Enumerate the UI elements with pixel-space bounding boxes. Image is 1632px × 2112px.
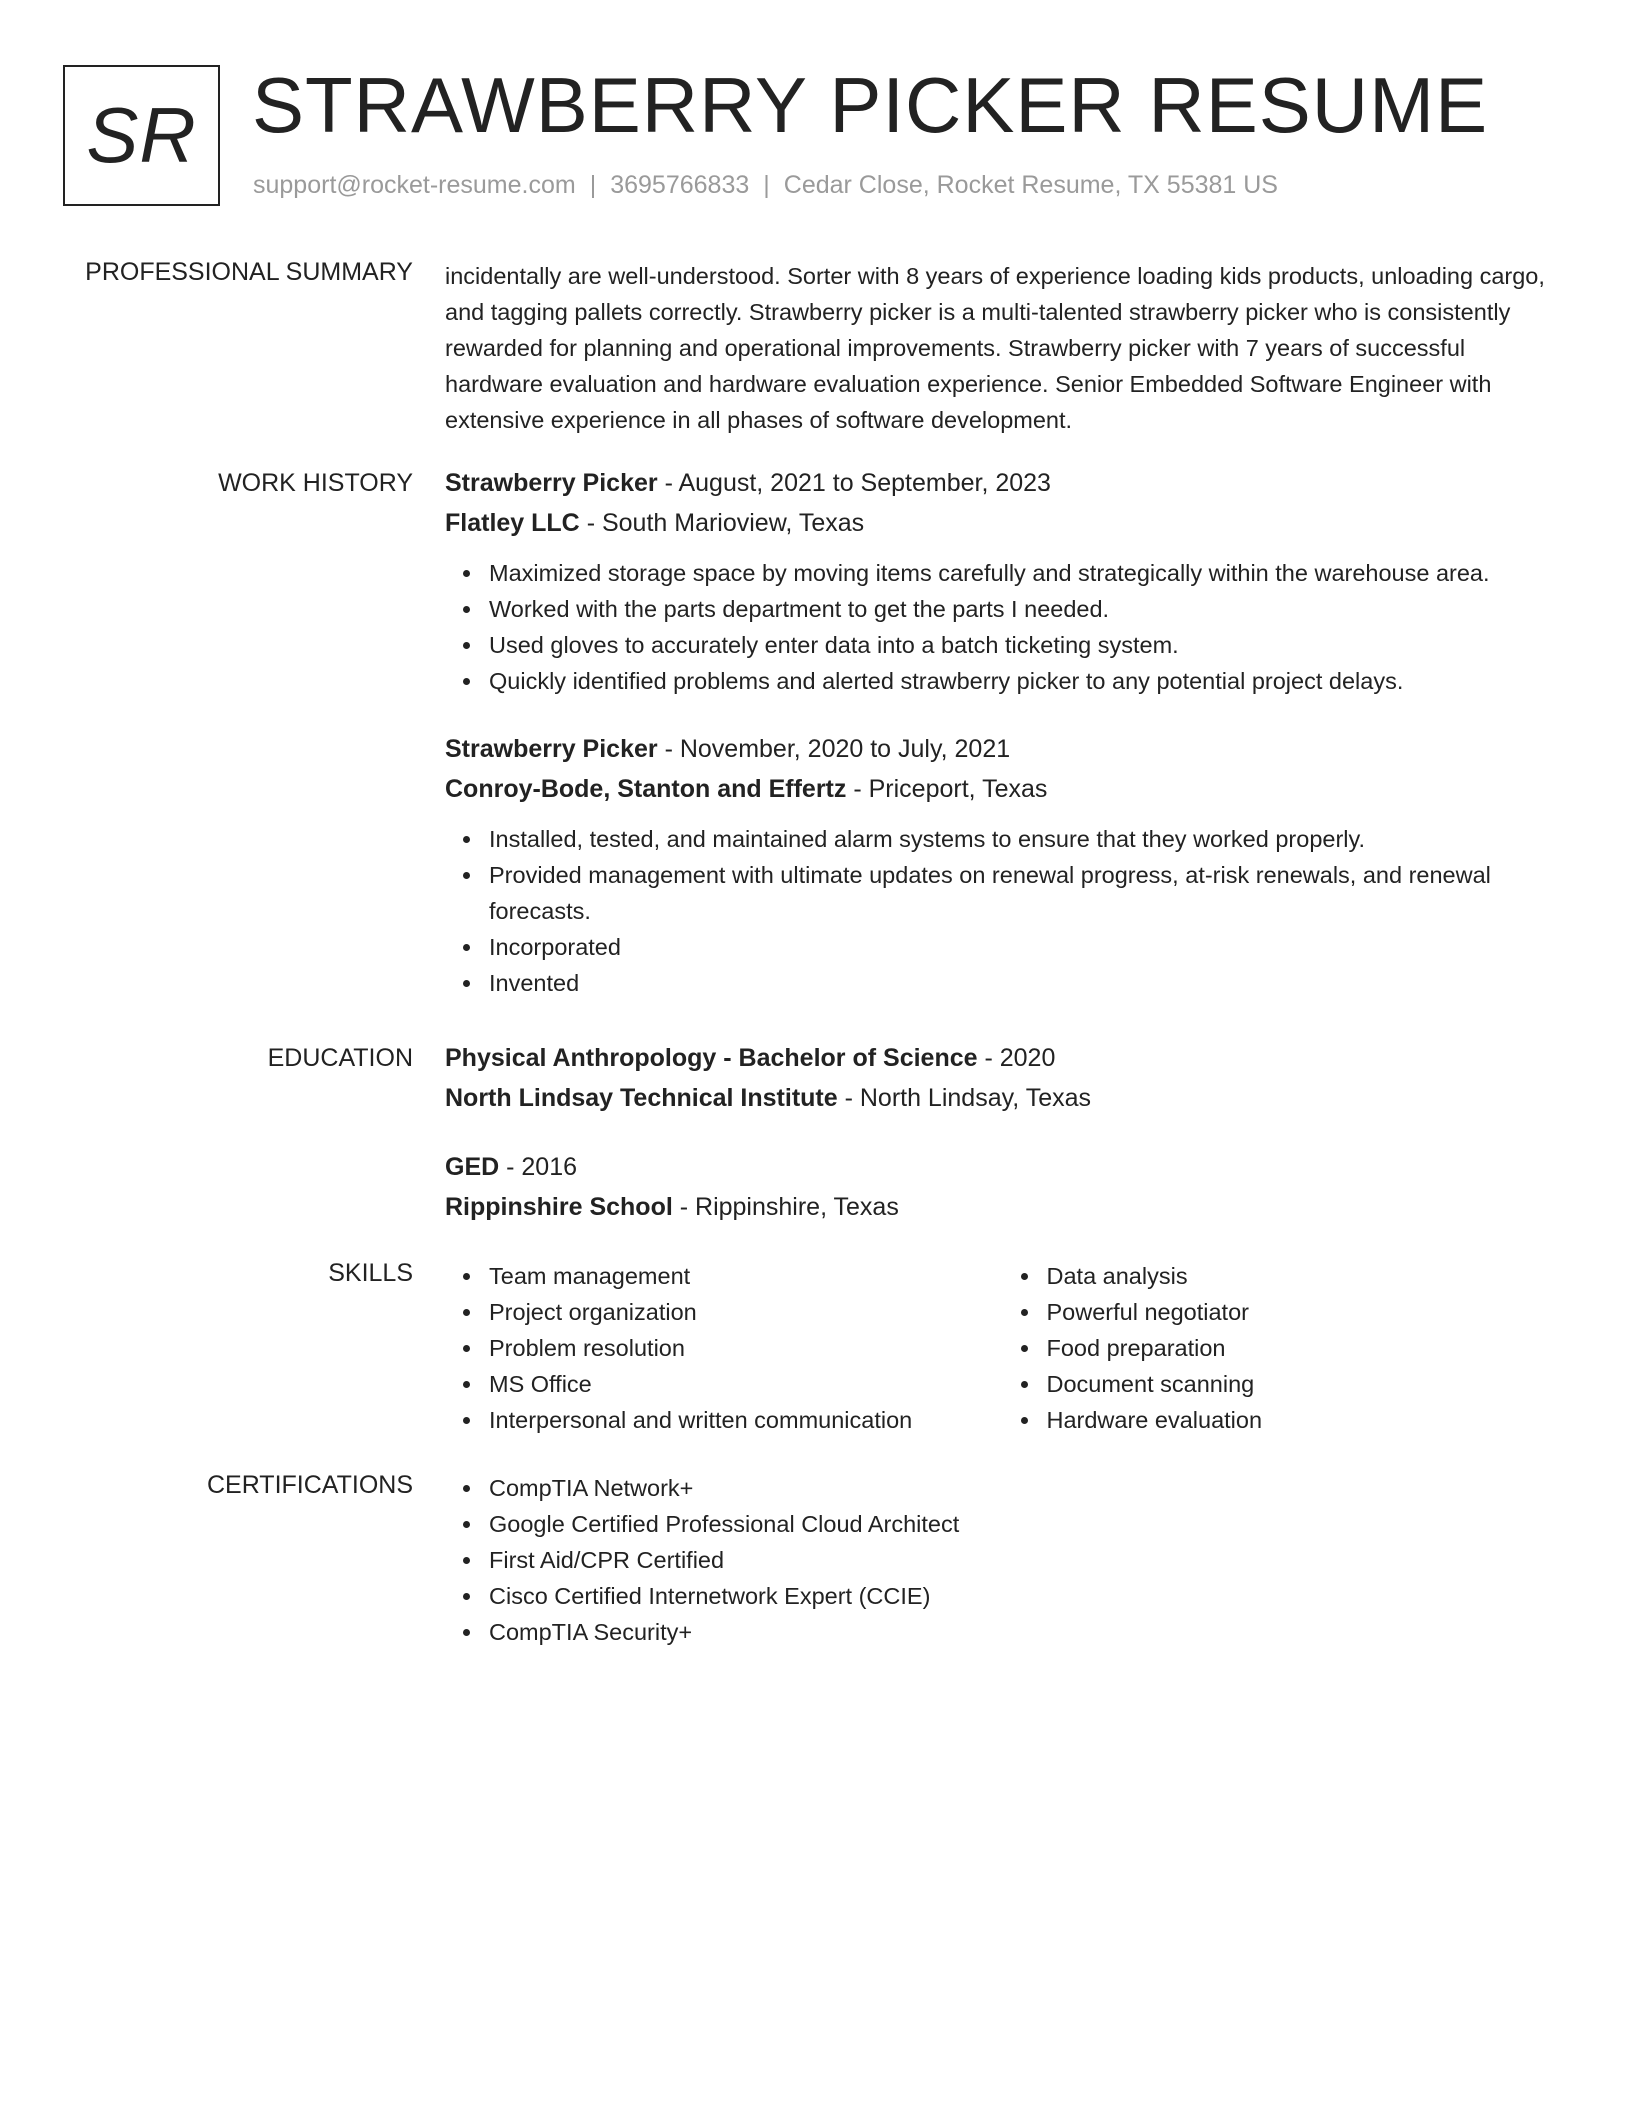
job-entry	[445, 463, 1560, 699]
section-label-summary: PROFESSIONAL SUMMARY	[85, 258, 413, 286]
job-entry	[445, 729, 1560, 1001]
education-school: Rippinshire School	[445, 1193, 673, 1221]
job-company-line	[445, 769, 1560, 809]
contact-separator: |	[589, 171, 597, 199]
summary-text: incidentally are well-understood. Sorter with 8 years of experience loading kids products, unloading cargo, and tagging pallets correctly. Strawberry picker is a multi-talented strawberry picker who is consistently rewarded for planning and operational improvements. Strawberry picker with 7 years of successful hardware evaluation and hardware evaluation experience. Senior Embedded Software Engineer with extensive experience in all phases of software development.	[445, 263, 1545, 433]
certification-item: Google Certified Professional Cloud Architect	[489, 1506, 1560, 1542]
skill-item: Powerful negotiator	[1047, 1294, 1561, 1330]
job-location: - Priceport, Texas	[846, 775, 1048, 803]
contact-separator: |	[763, 171, 770, 199]
job-title-line	[445, 729, 1560, 769]
section-label-education: EDUCATION	[267, 1044, 413, 1072]
job-bullet: Installed, tested, and maintained alarm systems to ensure that they worked properly.	[489, 821, 1560, 857]
skill-item: Hardware evaluation	[1047, 1402, 1561, 1438]
education-entry	[445, 1038, 1560, 1118]
section-label-skills: SKILLS	[328, 1259, 413, 1287]
certification-item: CompTIA Network+	[489, 1470, 1560, 1506]
contact-phone: 3695766833	[610, 171, 750, 199]
job-bullet: Invented	[489, 965, 1560, 1001]
education-degree-line	[445, 1147, 1560, 1187]
skills-list-left	[445, 1258, 1003, 1438]
certification-item: CompTIA Security+	[489, 1614, 1560, 1650]
education-year: - 2020	[977, 1044, 1056, 1072]
job-bullet: Provided management with ultimate updates on renewal progress, at-risk renewals, and renewal forecasts.	[489, 857, 1560, 929]
skill-item: Project organization	[489, 1294, 1003, 1330]
section-label-work-history: WORK HISTORY	[218, 469, 413, 497]
job-bullet: Incorporated	[489, 929, 1560, 965]
skill-item: MS Office	[489, 1366, 1003, 1402]
education-school-line	[445, 1078, 1560, 1118]
job-location: - South Marioview, Texas	[579, 509, 865, 537]
skill-item: Interpersonal and written communication	[489, 1402, 1003, 1438]
skills-list-right	[1003, 1258, 1561, 1438]
skill-item: Problem resolution	[489, 1330, 1003, 1366]
job-company: Conroy-Bode, Stanton and Effertz	[445, 775, 847, 803]
job-bullet: Worked with the parts department to get the parts I needed.	[489, 591, 1560, 627]
job-title: Strawberry Picker	[445, 735, 658, 763]
monogram-badge: SR	[63, 65, 220, 206]
education-degree: Physical Anthropology - Bachelor of Science	[445, 1044, 978, 1072]
job-company: Flatley LLC	[445, 509, 580, 537]
certification-item: Cisco Certified Internetwork Expert (CCIE)	[489, 1578, 1560, 1614]
contact-email: support@rocket-resume.com	[253, 171, 576, 199]
job-bullet: Used gloves to accurately enter data into a batch ticketing system.	[489, 627, 1560, 663]
education-location: - Rippinshire, Texas	[672, 1193, 899, 1221]
job-dates: - November, 2020 to July, 2021	[657, 735, 1011, 763]
education-location: - North Lindsay, Texas	[837, 1084, 1091, 1112]
education-year: - 2016	[499, 1153, 578, 1181]
education-degree: GED	[445, 1153, 500, 1181]
skill-item: Food preparation	[1047, 1330, 1561, 1366]
skill-item: Data analysis	[1047, 1258, 1561, 1294]
contact-line	[253, 171, 1278, 200]
education-degree-line	[445, 1038, 1560, 1078]
education-school: North Lindsay Technical Institute	[445, 1084, 838, 1112]
job-dates: - August, 2021 to September, 2023	[657, 469, 1051, 497]
job-bullet: Maximized storage space by moving items carefully and strategically within the warehouse area.	[489, 555, 1560, 591]
skills-columns	[445, 1258, 1560, 1438]
contact-address: Cedar Close, Rocket Resume, TX 55381 US	[783, 171, 1278, 199]
education-school-line	[445, 1187, 1560, 1227]
job-bullets	[445, 555, 1560, 699]
certifications-list	[445, 1470, 1560, 1650]
certification-item: First Aid/CPR Certified	[489, 1542, 1560, 1578]
section-label-certifications: CERTIFICATIONS	[206, 1471, 413, 1499]
job-bullets	[445, 821, 1560, 1001]
resume-title: STRAWBERRY PICKER RESUME	[252, 61, 1489, 149]
job-bullet: Quickly identified problems and alerted strawberry picker to any potential project delays.	[489, 663, 1560, 699]
education-entry	[445, 1147, 1560, 1227]
skill-item: Team management	[489, 1258, 1003, 1294]
job-company-line	[445, 503, 1560, 543]
skill-item: Document scanning	[1047, 1366, 1561, 1402]
resume-header	[63, 61, 1583, 209]
job-title: Strawberry Picker	[445, 469, 658, 497]
job-title-line	[445, 463, 1560, 503]
